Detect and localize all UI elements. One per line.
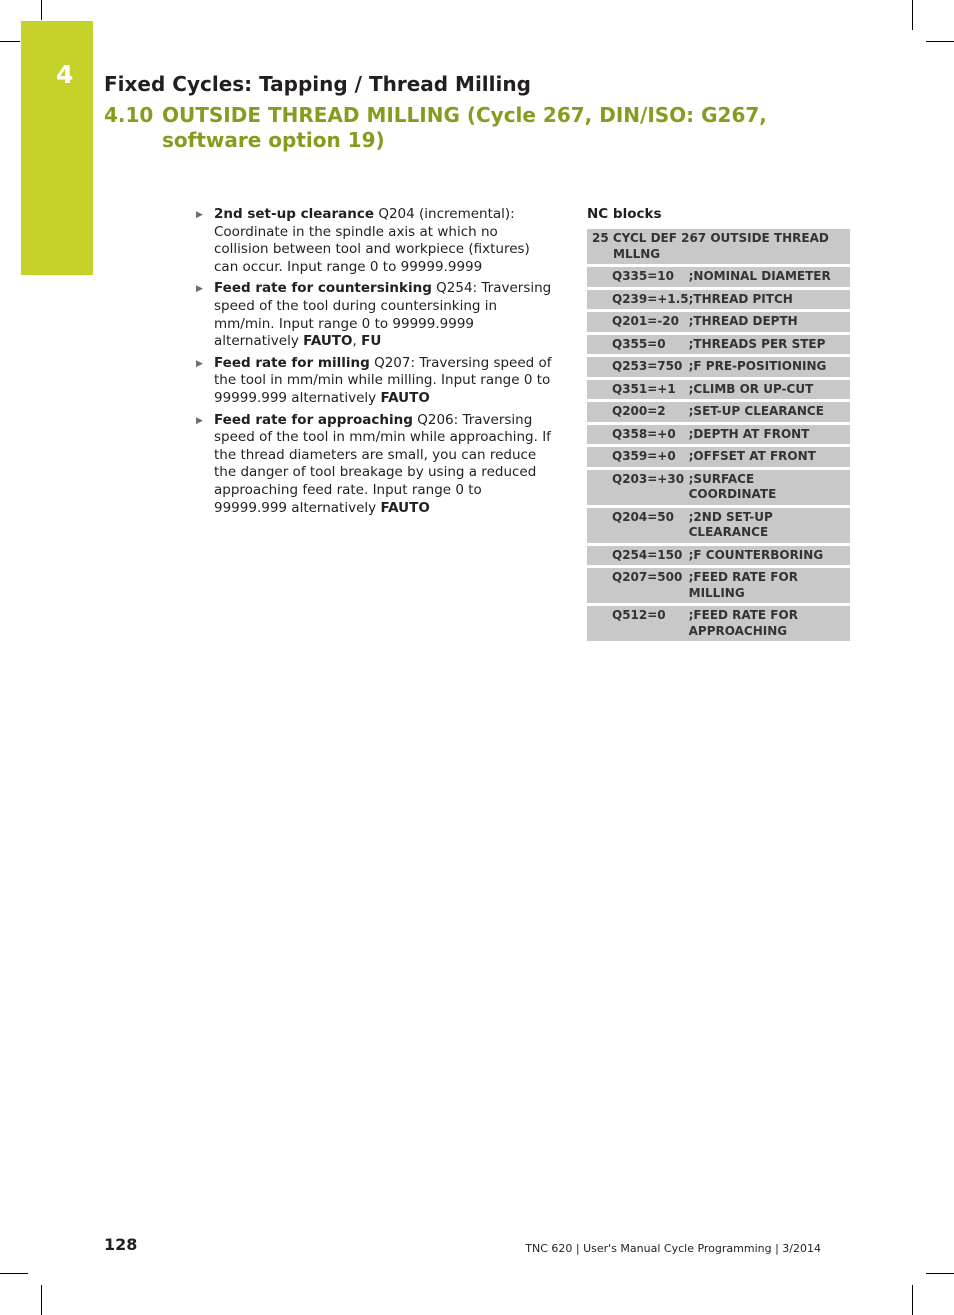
param-text: Q204 (incremental): Coordinate in the spindle axis at which no collision between tool and workpiece (fixtures) can occur. Input range 0 to 99999.9999 bbox=[214, 206, 530, 275]
nc-row bbox=[587, 378, 850, 401]
nc-comment: ;NOMINAL DIAMETER bbox=[689, 266, 850, 289]
param-name: Feed rate for approaching bbox=[214, 411, 413, 428]
nc-parameter: Q358=+0 bbox=[587, 423, 689, 446]
nc-parameter: Q201=-20 bbox=[587, 311, 689, 334]
param-text: Q254: Traversing speed of the tool during countersinking in mm/min. Input range 0 to 99999.9999 alternatively bbox=[214, 280, 552, 350]
nc-row bbox=[587, 468, 850, 506]
nc-parameter: Q355=0 bbox=[587, 333, 689, 356]
param-item bbox=[196, 280, 556, 350]
nc-parameter: Q254=150 bbox=[587, 544, 689, 567]
footer-text: TNC 620 | User's Manual Cycle Programming | 3/2014 bbox=[525, 1242, 821, 1255]
nc-comment: ;SURFACE COORDINATE bbox=[689, 468, 850, 506]
nc-parameter: Q335=10 bbox=[587, 266, 689, 289]
param-item bbox=[196, 355, 556, 408]
chapter-title: Fixed Cycles: Tapping / Thread Milling bbox=[104, 72, 531, 96]
nc-comment: ;FEED RATE FOR MILLING bbox=[689, 567, 850, 605]
param-keyword: FU bbox=[361, 333, 382, 350]
nc-comment: ;CLIMB OR UP-CUT bbox=[689, 378, 850, 401]
nc-row bbox=[587, 401, 850, 424]
bullet-arrow-icon: ▶ bbox=[196, 415, 203, 426]
param-item bbox=[196, 206, 556, 276]
nc-comment: ;2ND SET-UP CLEARANCE bbox=[689, 506, 850, 544]
page-number: 128 bbox=[104, 1235, 138, 1254]
nc-row bbox=[587, 423, 850, 446]
param-name: Feed rate for milling bbox=[214, 354, 370, 371]
chapter-number: 4 bbox=[56, 60, 74, 89]
nc-comment: ;F PRE-POSITIONING bbox=[689, 356, 850, 379]
nc-comment: ;DEPTH AT FRONT bbox=[689, 423, 850, 446]
nc-row bbox=[587, 446, 850, 469]
crop-mark bbox=[0, 1273, 28, 1274]
section-number: 4.10 bbox=[104, 103, 154, 127]
nc-parameter: Q200=2 bbox=[587, 401, 689, 424]
nc-row bbox=[587, 356, 850, 379]
param-text: Q206: Traversing speed of the tool in mm/min while approaching. If the thread diameters are small, you can reduce the danger of tool breakage by using a reduced approaching feed rate. Input range 0 to 99999.999 alternatively bbox=[214, 411, 551, 516]
nc-row bbox=[587, 567, 850, 605]
crop-mark bbox=[912, 1285, 913, 1315]
nc-parameter: Q204=50 bbox=[587, 506, 689, 544]
nc-comment: ;OFFSET AT FRONT bbox=[689, 446, 850, 469]
nc-comment: ;F COUNTERBORING bbox=[689, 544, 850, 567]
nc-parameter: Q351=+1 bbox=[587, 378, 689, 401]
nc-comment: ;THREAD PITCH bbox=[689, 288, 850, 311]
nc-row bbox=[587, 311, 850, 334]
nc-row bbox=[587, 544, 850, 567]
bullet-arrow-icon: ▶ bbox=[196, 284, 203, 295]
param-keyword: FAUTO bbox=[303, 333, 353, 350]
nc-parameter: Q359=+0 bbox=[587, 446, 689, 469]
nc-row bbox=[587, 605, 850, 643]
nc-comment: ;SET-UP CLEARANCE bbox=[689, 401, 850, 424]
nc-parameter: Q203=+30 bbox=[587, 468, 689, 506]
nc-blocks-table bbox=[587, 229, 850, 644]
nc-blocks-heading: NC blocks bbox=[587, 206, 662, 222]
crop-mark bbox=[41, 1285, 42, 1315]
param-separator: , bbox=[352, 333, 362, 350]
crop-mark bbox=[41, 0, 42, 20]
bullet-arrow-icon: ▶ bbox=[196, 210, 203, 220]
section-title: OUTSIDE THREAD MILLING (Cycle 267, DIN/ISO: G267, software option 19) bbox=[162, 103, 767, 152]
nc-parameter: Q207=500 bbox=[587, 567, 689, 605]
crop-mark bbox=[926, 1273, 954, 1274]
param-name: 2nd set-up clearance bbox=[214, 206, 375, 222]
crop-mark bbox=[0, 41, 20, 42]
param-name: Feed rate for countersinking bbox=[214, 280, 432, 297]
nc-row bbox=[587, 333, 850, 356]
bullet-arrow-icon: ▶ bbox=[196, 358, 203, 369]
nc-first-line: 25 CYCL DEF 267 OUTSIDE THREAD MLLNG bbox=[587, 229, 850, 266]
crop-mark bbox=[926, 41, 954, 42]
crop-mark bbox=[912, 0, 913, 30]
nc-parameter: Q512=0 bbox=[587, 605, 689, 643]
param-item bbox=[196, 412, 556, 518]
nc-row bbox=[587, 266, 850, 289]
nc-row bbox=[587, 506, 850, 544]
param-keyword: FAUTO bbox=[380, 499, 430, 516]
nc-parameter: Q253=750 bbox=[587, 356, 689, 379]
nc-parameter: Q239=+1.5 bbox=[587, 288, 689, 311]
nc-row bbox=[587, 229, 850, 266]
parameter-list bbox=[196, 206, 556, 521]
param-text: Q207: Traversing speed of the tool in mm/min while milling. Input range 0 to 99999.999 alternatively bbox=[214, 354, 552, 406]
param-keyword: FAUTO bbox=[380, 389, 430, 406]
nc-comment: ;THREADS PER STEP bbox=[689, 333, 850, 356]
nc-row bbox=[587, 288, 850, 311]
nc-comment: ;FEED RATE FOR APPROACHING bbox=[689, 605, 850, 643]
nc-comment: ;THREAD DEPTH bbox=[689, 311, 850, 334]
